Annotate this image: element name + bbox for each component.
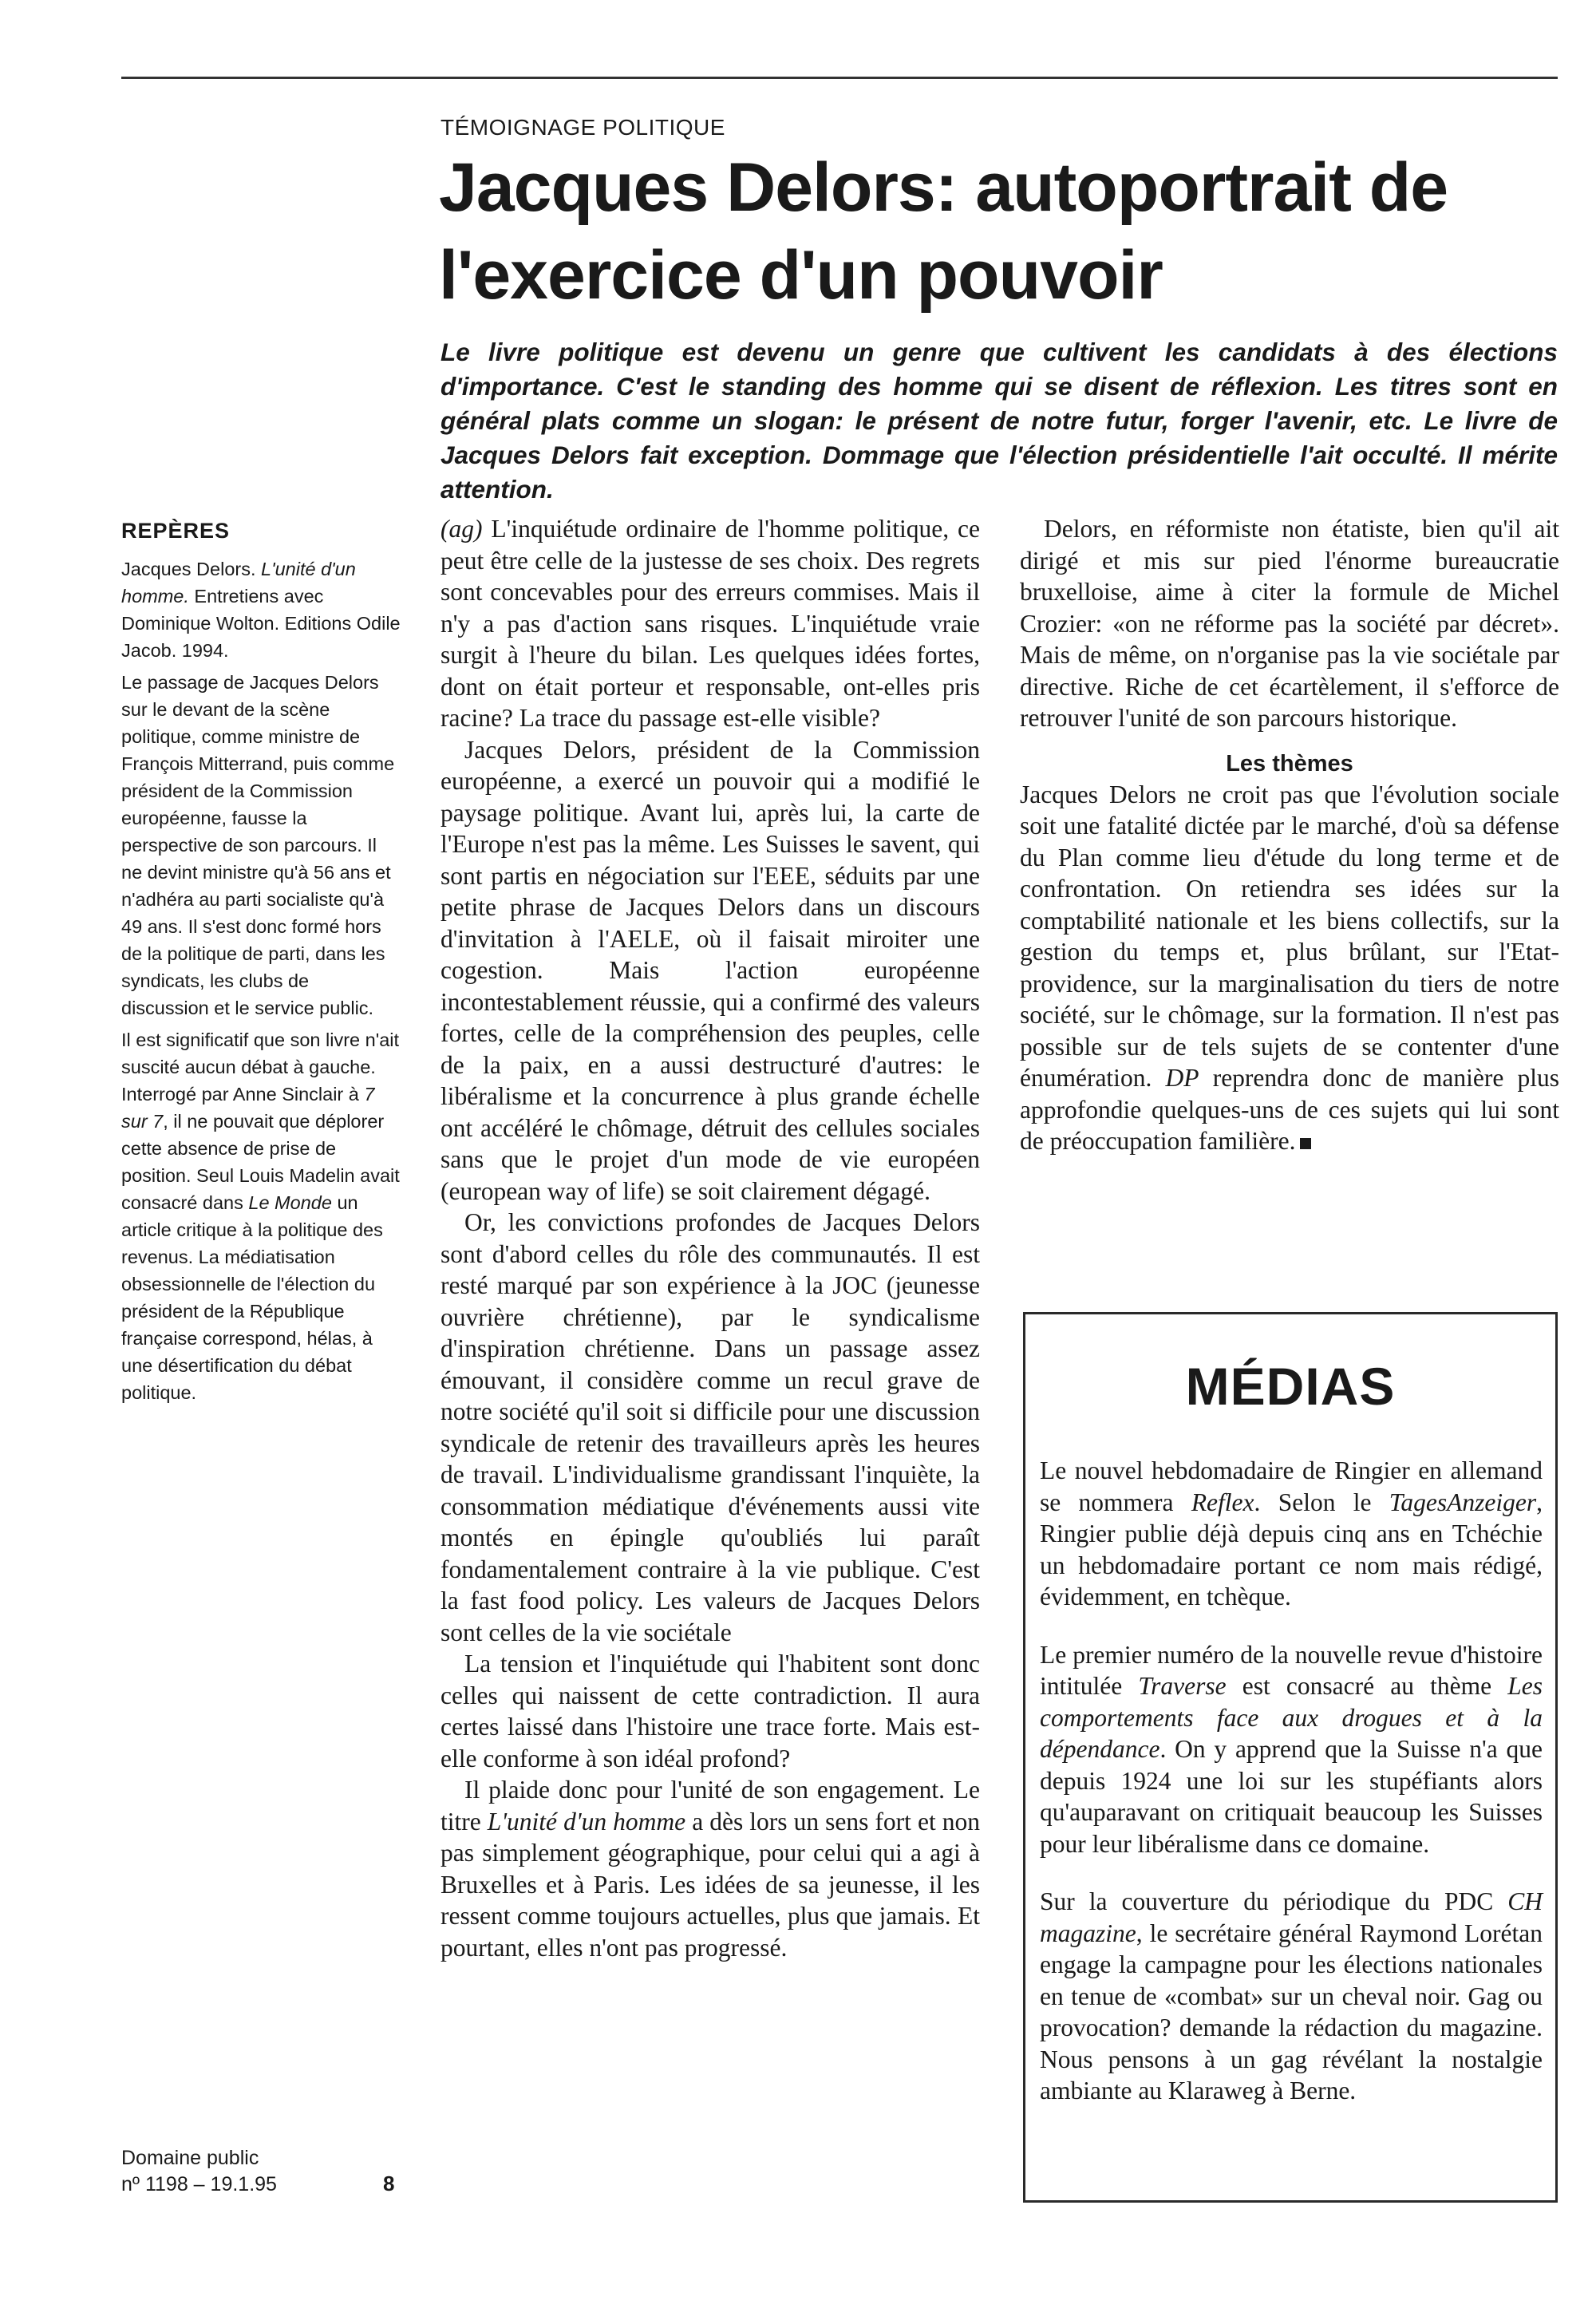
article-paragraph: Or, les convictions profondes de Jacques Delors sont d'abord celles du rôle des communautés. Il est resté marqué par son expérience à la JOC (jeunesse ouvrière chrétienne), par le syndicalisme d'inspiration chrétienne. Dans un passage assez émouvant, il considère comme un recul grave de notre société qu'il soit si difficile pour une discussion syndicale de retenir des travailleurs après les heures de travail. L'individualisme grandissant l'inquiète, la consommation médiatique d'événements aussi vite montés en épingle qu'oubliés lui paraît fondamentalement contraire à la vie publique. C'est la fast food policy. Les valeurs de Jacques Delors sont celles de la vie sociétale (440, 1208, 980, 1646)
tv-show-title: 7 sur 7 (121, 1084, 375, 1132)
author-signature: (ag) (440, 515, 483, 543)
issue-number: nº 1198 – 19.1.95 (121, 2173, 277, 2195)
end-of-article-mark (1300, 1138, 1311, 1149)
top-rule (121, 77, 1558, 79)
article-lead: Le livre politique est devenu un genre que cultivent les candidats à des élections d'importance. C'est le standing des homme qui se disent de réflexion. Les titres sont en général plats comme un slogan: le présent de notre futur, forger l'avenir, etc. Le livre de Jacques Delors fait exception. Dommage que l'élection présidentielle l'ait occulté. Il mérite attention. (440, 338, 1558, 504)
sidebar-paragraph: Le passage de Jacques Delors sur le devant de la scène politique, comme ministre de François Mitterrand, puis comme président de la Commission européenne, fausse la perspective de son parcours. Il ne devint ministre qu'à 56 ans et n'adhéra au parti socialiste qu'à 49 ans. Il s'est donc formé hors de la politique de parti, dans les syndicats, les clubs de discussion et le service public. (121, 672, 395, 1018)
book-reference (121, 555, 401, 664)
article-paragraph: Jacques Delors, président de la Commission européenne, a exercé un pouvoir qui a modifié le paysage politique. Avant lui, après lui, la carte de l'Europe n'est pas la même. Les Suisses le savent, qui sont partis en négociation sur l'EEE, séduits par une petite phrase de Jacques Delors dans un discours d'invitation à l'AELE, où il faisait miroiter une cogestion. Mais l'action européenne incontestablement réussie, qui a confirmé des valeurs fortes, celle de la compréhension des peuples, celle de la paix, en a aussi destructuré d'autres: le libéralisme et la concurrence à plus grande échelle ont accéléré le chômage, détruit des cellules sociales sans que le projet d'un mode de vie européen (european way of life) se soit clairement dégagé. (440, 735, 980, 1205)
dp-abbrev: DP (1165, 1064, 1199, 1092)
subheading-themes: Les thèmes (1226, 750, 1353, 777)
article-paragraph: Il plaide donc pour l'unité de son engagement. Le titre L'unité d'un homme a dès lors un sens fort et non pas simplement géographique, pour celui qui a agi à Bruxelles et à Paris. Les idées de sa jeunesse, il les ressent comme toujours actuelles, plus que jamais. Et pourtant, elles n'ont pas progressé. (440, 1776, 981, 1962)
publication-name: Domaine public (121, 2147, 259, 2169)
media-item: Sur la couverture du périodique du PDC CH magazine, le secrétaire général Raymond Lorétan engage la campagne pour les élections nationales en tenue de «combat» sur un cheval noir. Gag ou provocation? demande la rédaction du magazine. Nous pensons à un gag révélant la nostalgie ambiante au Klaraweg à Berne. (1040, 1887, 1543, 2104)
media-item: Le nouvel hebdomadaire de Ringier en allemand se nommera Reflex. Selon le TagesAnzeiger, Ringier publie déjà depuis cinq ans en Tchéchie un hebdomadaire portant ce nom mais rédigé, évidemment, en tchèque. (1040, 1456, 1543, 1610)
book-title-inline: L'unité d'un homme (487, 1807, 686, 1836)
sidebar-paragraph: Il est significatif que son livre n'ait suscité aucun débat à gauche. Interrogé par Anne Sinclair à 7 sur 7, il ne pouvait que déplorer cette absence de prise de position. Seul Louis Madelin avait consacré dans Le Monde un article critique à la politique des revenus. La médiatisation obsessionnelle de l'élection du président de la République française correspond, hélas, à une désertification du débat politique. (121, 1029, 400, 1403)
article-paragraph: Delors, en réformiste non étatiste, bien qu'il ait dirigé et mis sur pied l'énorme bureaucratie bruxelloise, aime à citer la formule de Michel Crozier: «on ne réforme pas la société par décret». Mais de même, on n'organise pas la vie sociétale par directive. Riche de cet écartèlement, il s'efforce de retrouver l'unité de son parcours historique. (1020, 515, 1559, 732)
media-item: Le premier numéro de la nouvelle revue d'histoire intitulée Traverse est consacré au thème Les comportements face aux drogues et à la dépendance. On y apprend que la Suisse n'a que depuis 1924 une loi sur les stupéfiants alors qu'auparavant on critiquait beaucoup les Suisses pour leur libéralisme dans ce domaine. (1040, 1640, 1543, 1858)
article-paragraph: (ag) L'inquiétude ordinaire de l'homme politique, ce peut être celle de la justesse de ses choix. Des regrets sont concevables pour des erreurs commises. Mais il n'y a pas d'action sans risques. L'inquiétude vraie surgit à l'heure du bilan. Les quelques idées fortes, dont on était porteur et responsable, ont-elles pris racine? La trace du passage est-elle visible? (440, 515, 980, 732)
article-column-1 (440, 513, 980, 1963)
page-number: 8 (383, 2172, 395, 2195)
sidebar-reperes (121, 517, 401, 1411)
article-paragraph: Jacques Delors ne croit pas que l'évolution sociale soit une fatalité dictée par le marché, d'où sa défense du Plan comme lieu d'étude du long terme et de confrontation. On retiendra ses idées sur la comptabilité nationale et les biens collectifs, sur la gestion du temps et, plus brûlant, sur l'Etat-providence, sur la marginalisation du tiers de notre société, sur le chômage, sur la formation. Il n'est pas possible sur de tels sujets de se contenter d'une énumération. DP reprendra donc de manière plus approfondie quelques-uns de ces sujets qui lui sont de préoccupation familière. (1020, 780, 1560, 1155)
book-author: Jacques Delors. (121, 559, 256, 579)
media-box-body (1040, 1455, 1543, 2133)
section-kicker: TÉMOIGNAGE POLITIQUE (440, 115, 725, 140)
article-title: Jacques Delors: autoportrait de l'exercice d'un pouvoir (439, 149, 1448, 314)
book-title: L'unité d'un homme. (121, 559, 356, 607)
article-paragraph: La tension et l'inquiétude qui l'habitent sont donc celles qui naissent de cette contradiction. Il aura certes laissé dans l'histoire une trace forte. Mais est-elle conforme à son idéal profond? (440, 1650, 980, 1772)
book-details: Entretiens avec Dominique Wolton. Editions Odile Jacob. 1994. (121, 586, 401, 661)
newspaper-title: Le Monde (248, 1192, 332, 1213)
media-box-title: MÉDIAS (1185, 1357, 1396, 1416)
article-column-2 (1020, 513, 1559, 1157)
media-box (1023, 1312, 1558, 2203)
sidebar-heading: REPÈRES (121, 519, 231, 543)
